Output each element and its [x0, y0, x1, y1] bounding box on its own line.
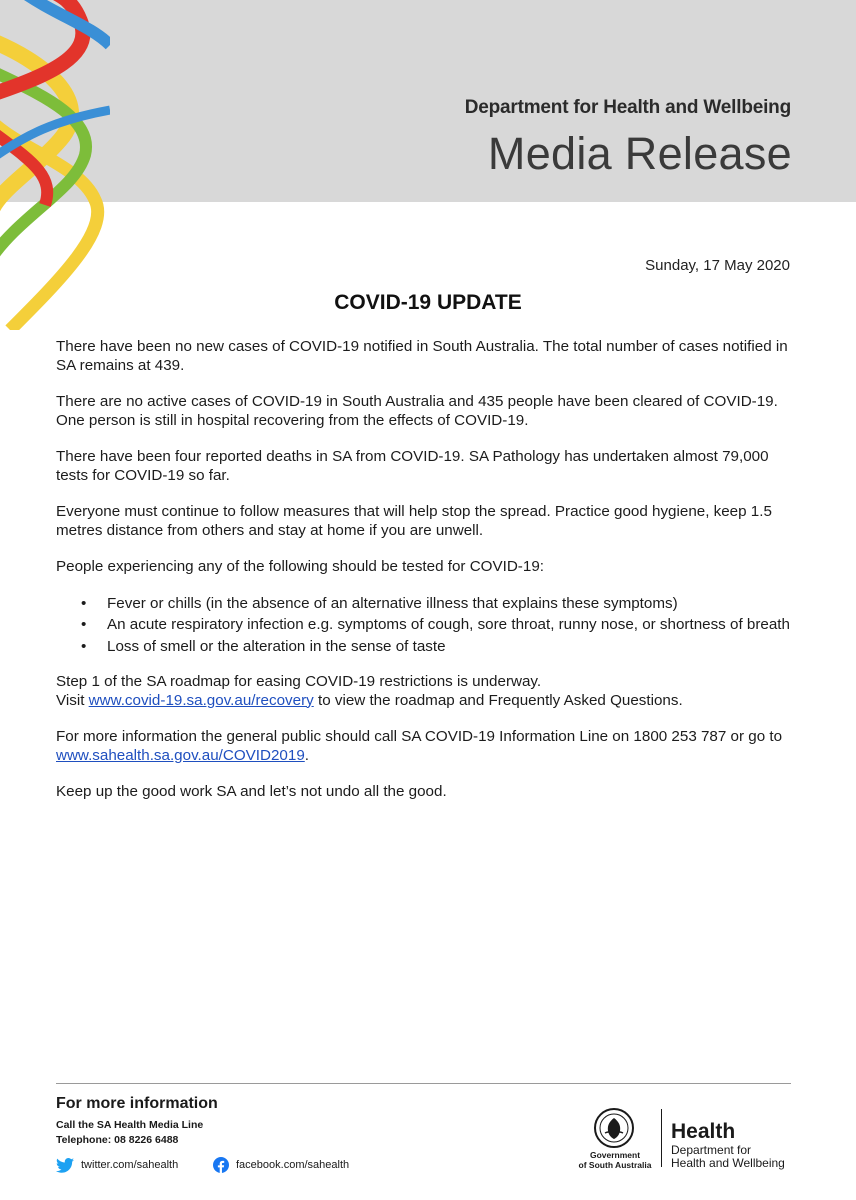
paragraph-testing-intro: People experiencing any of the following should be tested for COVID-19:: [56, 558, 544, 575]
health-logo-word: Health: [671, 1120, 736, 1143]
list-item: • An acute respiratory infection e.g. symptoms of cough, sore throat, runny nose, or shortness of breath: [81, 616, 790, 633]
twitter-icon: [56, 1158, 74, 1173]
government-crest-icon: [593, 1107, 635, 1151]
paragraph-info-line: For more information the general public should call SA COVID-19 Information Line on 1800 253 787 or go to www.sahealth.sa.gov.au/COVID2019.: [56, 728, 783, 764]
bullet-icon: •: [81, 594, 87, 612]
twitter-link[interactable]: twitter.com/sahealth: [56, 1156, 178, 1174]
department-name: Department for Health and Wellbeing: [464, 97, 791, 118]
ribbon-graphic: [0, 0, 110, 330]
footer-divider: [56, 1083, 791, 1084]
release-date: Sunday, 17 May 2020: [645, 257, 790, 274]
media-line-label: Call the SA Health Media Line: [56, 1119, 204, 1131]
facebook-link[interactable]: facebook.com/sahealth: [213, 1156, 349, 1174]
facebook-icon: [213, 1157, 229, 1173]
footer-heading: For more information: [56, 1095, 218, 1112]
document-title: COVID-19 UPDATE: [334, 291, 522, 314]
sahealth-covid-link[interactable]: www.sahealth.sa.gov.au/COVID2019: [56, 746, 305, 764]
paragraph-closing: Keep up the good work SA and let’s not undo all the good.: [56, 783, 447, 800]
paragraph-measures: Everyone must continue to follow measures that will help stop the spread. Practice good hygiene, keep 1.5 metres distance from others and stay at home if you are unwell.: [56, 503, 772, 539]
health-logo-subtitle: Department for Health and Wellbeing: [671, 1143, 785, 1170]
symptom-list: [81, 595, 796, 657]
paragraph-cases: There have been no new cases of COVID-19 notified in South Australia. The total number of cases notified in SA remains at 439.: [56, 338, 788, 374]
list-item: • Fever or chills (in the absence of an alternative illness that explains these symptoms): [81, 594, 678, 612]
paragraph-roadmap: Step 1 of the SA roadmap for easing COVID-19 restrictions is underway. Visit www.covid-19.sa.gov.au/recovery to view the roadmap and Frequently Asked Questions.: [56, 673, 683, 709]
paragraph-deaths-tests: There have been four reported deaths in SA from COVID-19. SA Pathology has undertaken almost 79,000 tests for COVID-19 so far.: [56, 448, 769, 484]
media-release-title: Media Release: [487, 128, 792, 179]
bullet-icon: •: [81, 637, 87, 655]
paragraph-active-cases: There are no active cases of COVID-19 in South Australia and 435 people have been cleared of COVID-19. One person is still in hospital recovering from the effects of COVID-19.: [56, 393, 778, 429]
government-logo-text: Government of South Australia: [578, 1150, 652, 1170]
logo-divider: [661, 1109, 662, 1167]
list-item: • Loss of smell or the alteration in the sense of taste: [81, 637, 446, 655]
document-body: [56, 338, 796, 820]
bullet-icon: •: [81, 616, 87, 633]
media-telephone: Telephone: 08 8226 6488: [56, 1134, 179, 1146]
recovery-link[interactable]: www.covid-19.sa.gov.au/recovery: [88, 691, 314, 709]
